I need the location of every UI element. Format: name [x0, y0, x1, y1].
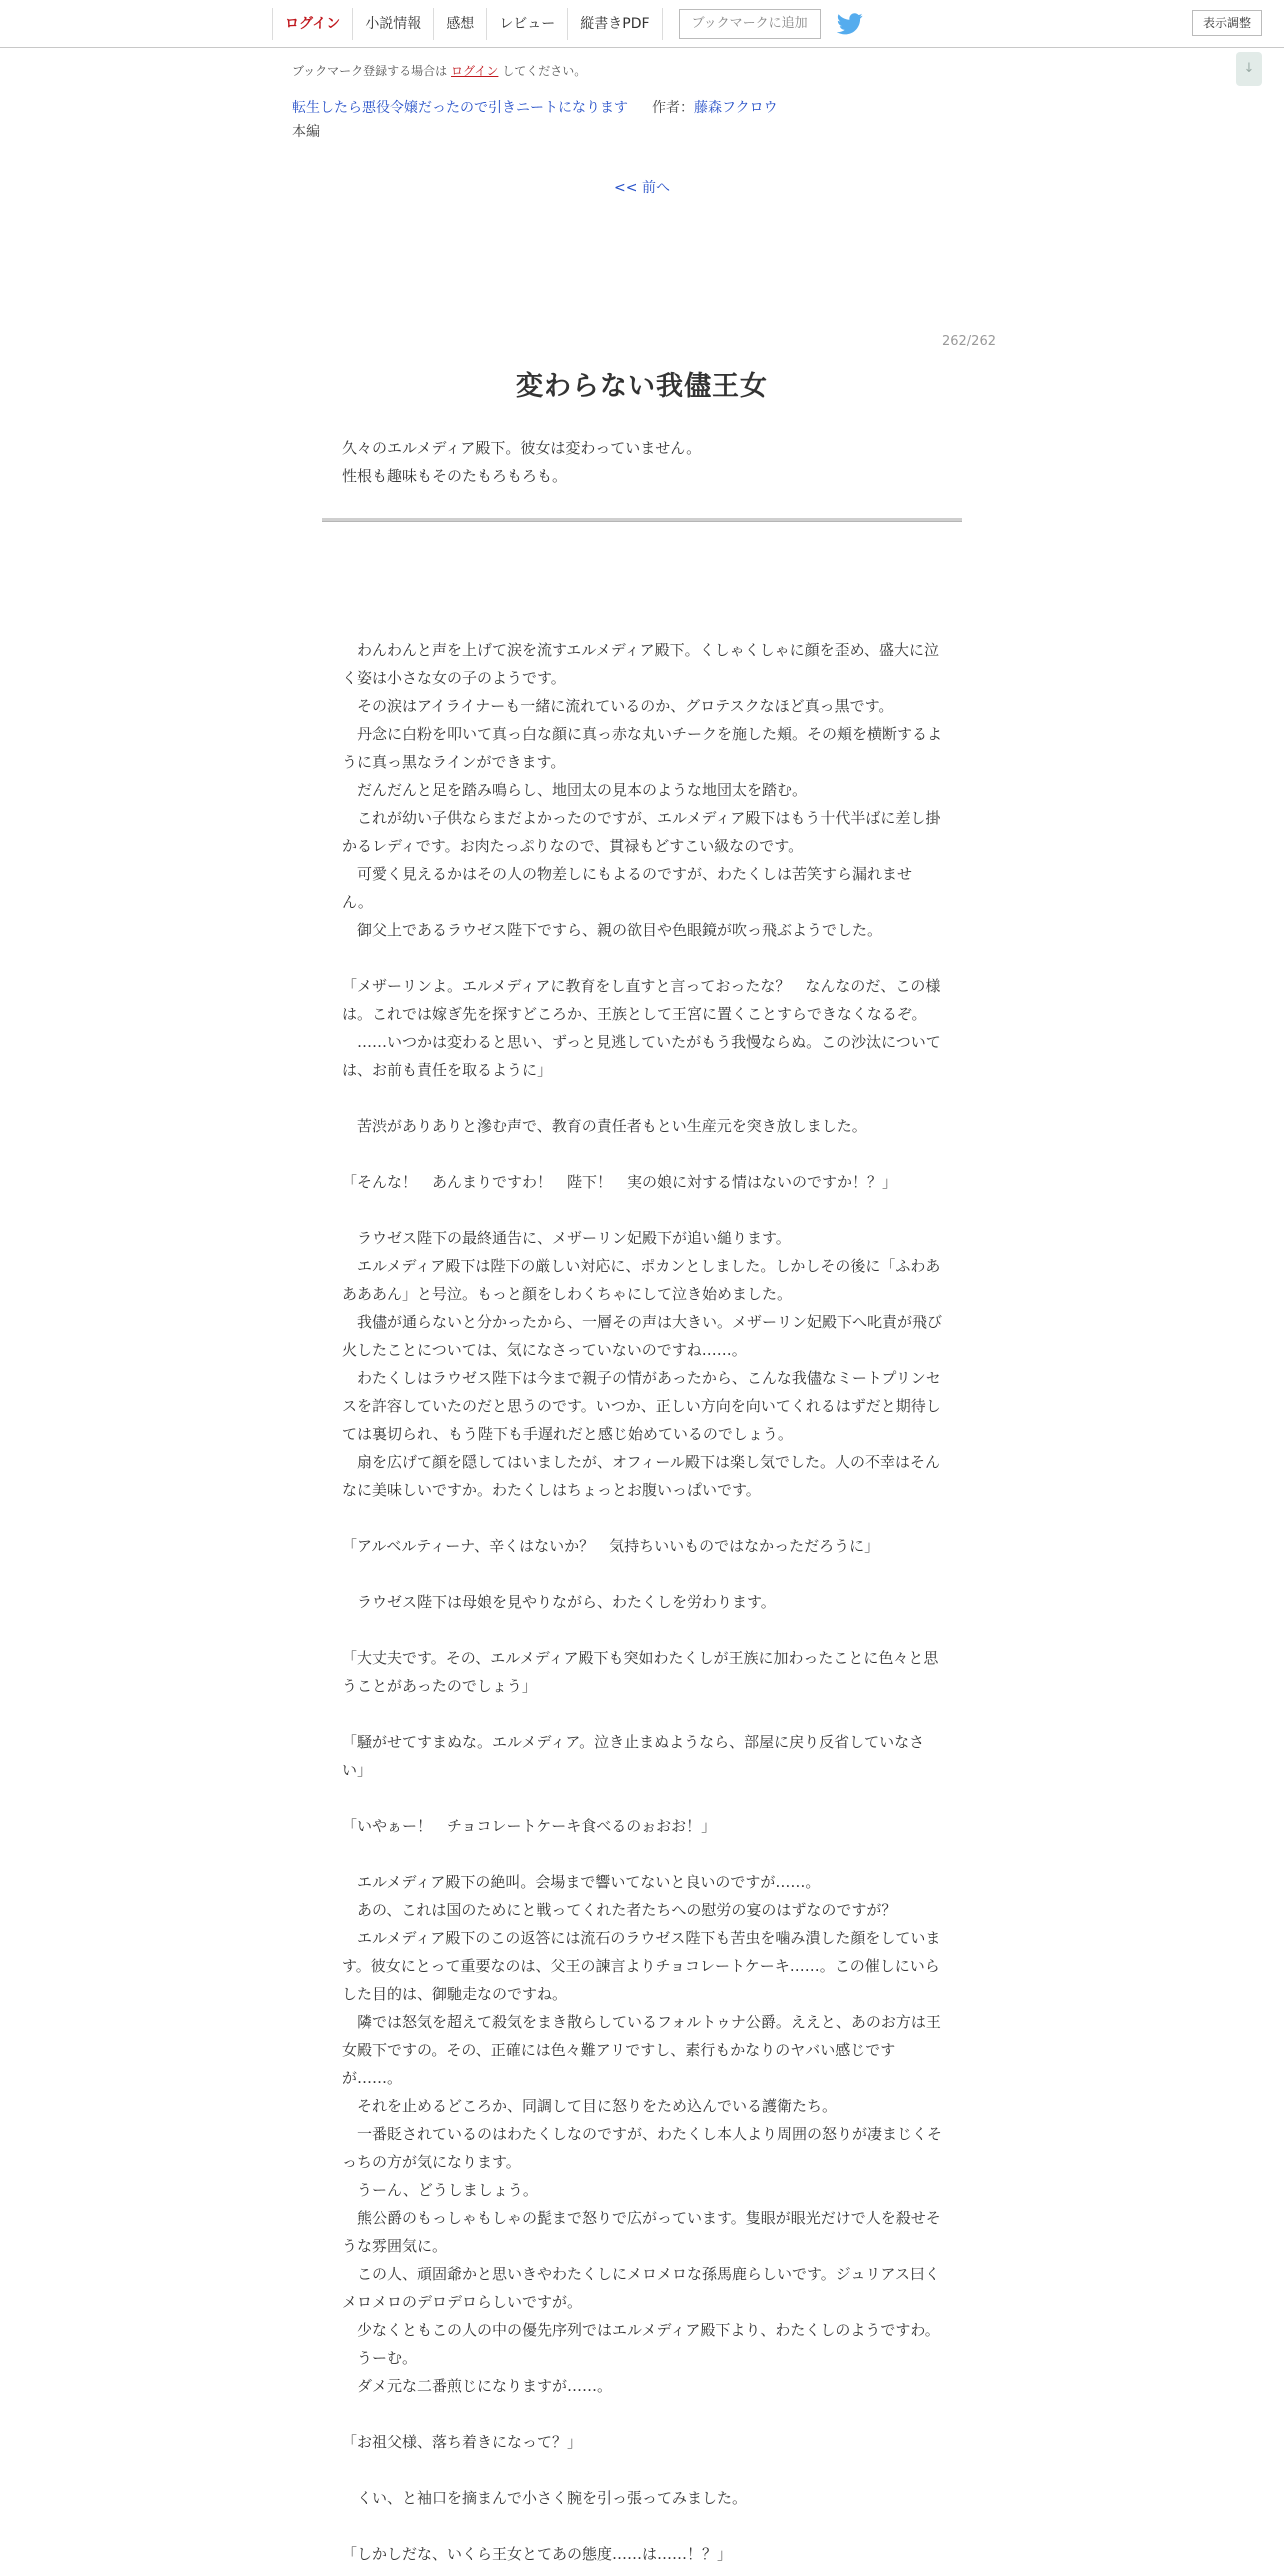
body-paragraph: その涙はアイライナーも一緒に流れているのか、グロテスクなほど真っ黒です。	[342, 697, 894, 715]
main-nav	[272, 8, 863, 40]
body-paragraph: わんわんと声を上げて涙を流すエルメディア殿下。くしゃくしゃに顔を歪め、盛大に泣く姿は小さな女の子のようです。	[342, 641, 940, 687]
display-settings-button[interactable]: 表示調整	[1192, 10, 1262, 36]
nav-login[interactable]: ログイン	[272, 8, 352, 40]
body-paragraph	[342, 1084, 942, 1112]
body-paragraph	[342, 2456, 942, 2484]
login-notice	[292, 62, 586, 79]
nav-vertical-pdf[interactable]: 縦書きPDF	[567, 8, 662, 40]
body-paragraph: エルメディア殿下は陛下の厳しい対応に、ポカンとしました。しかしその後に「ふわああああん」と号泣。もっと顔をしわくちゃにして泣き始めました。	[342, 1257, 941, 1303]
body-paragraph: 「メザーリンよ。エルメディアに教育をし直すと言っておったな？ なんなのだ、この様は。これでは嫁ぎ先を探すどころか、王族として王宮に置くことすらできなくなるぞ。	[342, 977, 941, 1023]
body-paragraph: うーん、どうしましょう。	[342, 2181, 538, 2199]
body-paragraph: だんだんと足を踏み鳴らし、地団太の見本のような地団太を踏む。	[342, 781, 808, 799]
body-paragraph: ……いつかは変わると思い、ずっと見逃していたがもう我慢ならぬ。この沙汰については、お前も責任を取るように」	[342, 1033, 941, 1079]
body-paragraph: 「大丈夫です。その、エルメディア殿下も突如わたくしが王族に加わったことに色々と思うことがあったのでしょう」	[342, 1649, 939, 1695]
body-paragraph: 少なくともこの人の中の優先序列ではエルメディア殿下より、わたくしのようですわ。	[342, 2321, 940, 2339]
author-link[interactable]: 藤森フクロウ	[694, 100, 778, 116]
body-paragraph: ラウゼス陛下の最終通告に、メザーリン妃殿下が追い縋ります。	[342, 1229, 791, 1247]
body-paragraph: 我儘が通らないと分かったから、一層その声は大きい。メザーリン妃殿下へ叱責が飛び火したことについては、気になさっていないのですね……。	[342, 1313, 943, 1359]
body-paragraph: この人、頑固爺かと思いきやわたくしにメロメロな孫馬鹿らしいです。ジュリアス曰くメロメロのデロデロらしいですが。	[342, 2265, 940, 2311]
body-paragraph	[342, 608, 942, 636]
body-paragraph	[342, 1140, 942, 1168]
episode-counter: 262/262	[941, 334, 996, 349]
chapter-group: 本編	[292, 124, 320, 140]
body-paragraph	[342, 944, 942, 972]
novel-body	[342, 580, 942, 2568]
body-paragraph: 「アルベルティーナ、辛くはないか？ 気持ちいいものではなかっただろうに」	[342, 1537, 880, 1555]
body-paragraph	[342, 1616, 942, 1644]
body-paragraph: エルメディア殿下のこの返答には流石のラウゼス陛下も苦虫を噛み潰した顔をしています。彼女にとって重要なのは、父王の諫言よりチョコレートケーキ……。この催しにいらした目的は、御馳走なのですね。	[342, 1929, 941, 2003]
body-paragraph: エルメディア殿下の絶叫。会場まで響いてないと良いのですが……。	[342, 1873, 821, 1891]
body-paragraph: うーむ。	[342, 2349, 418, 2367]
nav-impressions[interactable]: 感想	[433, 8, 486, 40]
body-paragraph: 隣では怒気を超えて殺気をまき散らしているフォルトゥナ公爵。ええと、あのお方は王女殿下ですの。その、正確には色々難アリですし、素行もかなりのヤバい感じですが……。	[342, 2013, 941, 2087]
add-bookmark-button[interactable]: ブックマークに追加	[679, 9, 821, 39]
body-paragraph: これが幼い子供ならまだよかったのですが、エルメディア殿下はもう十代半ばに差し掛かるレディです。お肉たっぷりなので、貫禄もどすこい級なのです。	[342, 809, 941, 855]
prev-episode-row	[0, 177, 1284, 197]
body-paragraph: 「騒がせてすまぬな。エルメディア。泣き止まぬようなら、部屋に戻り反省していなさい」	[342, 1733, 925, 1779]
body-paragraph	[342, 1504, 942, 1532]
body-paragraph: 丹念に白粉を叩いて真っ白な顔に真っ赤な丸いチークを施した頬。その頬を横断するように真っ黒なラインができます。	[342, 725, 943, 771]
preface-line: 久々のエルメディア殿下。彼女は変わっていません。	[342, 439, 702, 457]
twitter-bird-icon[interactable]	[837, 13, 863, 35]
preface-line: 性根も趣味もそのたもろもろも。	[342, 467, 568, 485]
nav-novel-info[interactable]: 小説情報	[352, 8, 433, 40]
body-paragraph: わたくしはラウゼス陛下は今まで親子の情があったから、こんな我儘なミートプリンセスを許容していたのだと思うのです。いつか、正しい方向を向いてくれるはずだと期待しては裏切られ、もう陛下も手遅れだと感じ始めているのでしょう。	[342, 1369, 941, 1443]
body-paragraph: 苦渋がありありと滲む声で、教育の責任者もとい生産元を突き放しました。	[342, 1117, 867, 1135]
notice-login-link[interactable]: ログイン	[451, 64, 499, 78]
top-bar	[0, 0, 1284, 48]
author-label: 作者：	[652, 100, 694, 116]
body-paragraph: 熊公爵のもっしゃもしゃの髭まで怒りで広がっています。隻眼が眼光だけで人を殺せそうな雰囲気に。	[342, 2209, 941, 2255]
body-paragraph	[342, 2400, 942, 2428]
body-paragraph: 「お祖父様、落ち着きになって？」	[342, 2433, 583, 2451]
body-paragraph	[342, 2512, 942, 2540]
body-paragraph	[342, 1196, 942, 1224]
body-paragraph	[342, 1560, 942, 1588]
body-paragraph: くい、と袖口を摘まんで小さく腕を引っ張ってみました。	[342, 2489, 748, 2507]
body-paragraph: 御父上であるラウゼス陛下ですら、親の欲目や色眼鏡が吹っ飛ぶようでした。	[342, 921, 883, 939]
body-paragraph	[342, 580, 942, 608]
preface	[342, 434, 942, 490]
preface-divider	[322, 518, 962, 522]
body-paragraph: 「しかしだな、いくら王女とてあの態度……は……！？」	[342, 2545, 733, 2563]
body-paragraph: それを止めるどころか、同調して目に怒りをため込んでいる護衛たち。	[342, 2097, 838, 2115]
body-paragraph: ラウゼス陛下は母娘を見やりながら、わたくしを労わります。	[342, 1593, 776, 1611]
novel-info-line	[292, 97, 778, 117]
body-paragraph: 扇を広げて顔を隠してはいましたが、オフィール殿下は楽し気でした。人の不幸はそんなに美味しいですか。わたくしはちょっとお腹いっぱいです。	[342, 1453, 941, 1499]
scroll-down-button[interactable]: ↓	[1236, 52, 1262, 86]
body-paragraph	[342, 1840, 942, 1868]
notice-text-after: してください。	[502, 64, 587, 78]
novel-title-link[interactable]: 転生したら悪役令嬢だったので引きニートになります	[292, 100, 628, 116]
body-paragraph: 一番貶されているのはわたくしなのですが、わたくし本人より周囲の怒りが凄まじくそっちの方が気になります。	[342, 2125, 943, 2171]
notice-text-before: ブックマーク登録する場合は	[292, 64, 448, 78]
body-paragraph: 可愛く見えるかはその人の物差しにもよるのですが、わたくしは苦笑すら漏れません。	[342, 865, 913, 911]
nav-review[interactable]: レビュー	[486, 8, 567, 40]
prev-episode-link[interactable]: << 前へ	[614, 180, 670, 196]
body-paragraph	[342, 1700, 942, 1728]
body-paragraph: 「そんな！ あんまりですわ！ 陛下！ 実の娘に対する情はないのですか！？」	[342, 1173, 898, 1191]
body-paragraph: ダメ元な二番煎じになりますが……。	[342, 2377, 613, 2395]
body-paragraph: あの、これは国のためにと戦ってくれた者たちへの慰労の宴のはずなのですが？	[342, 1901, 897, 1919]
body-paragraph	[342, 1784, 942, 1812]
body-paragraph: 「いやぁー！ チョコレートケーキ食べるのぉおお！」	[342, 1817, 717, 1835]
episode-title: 変わらない我儘王女	[516, 371, 768, 402]
